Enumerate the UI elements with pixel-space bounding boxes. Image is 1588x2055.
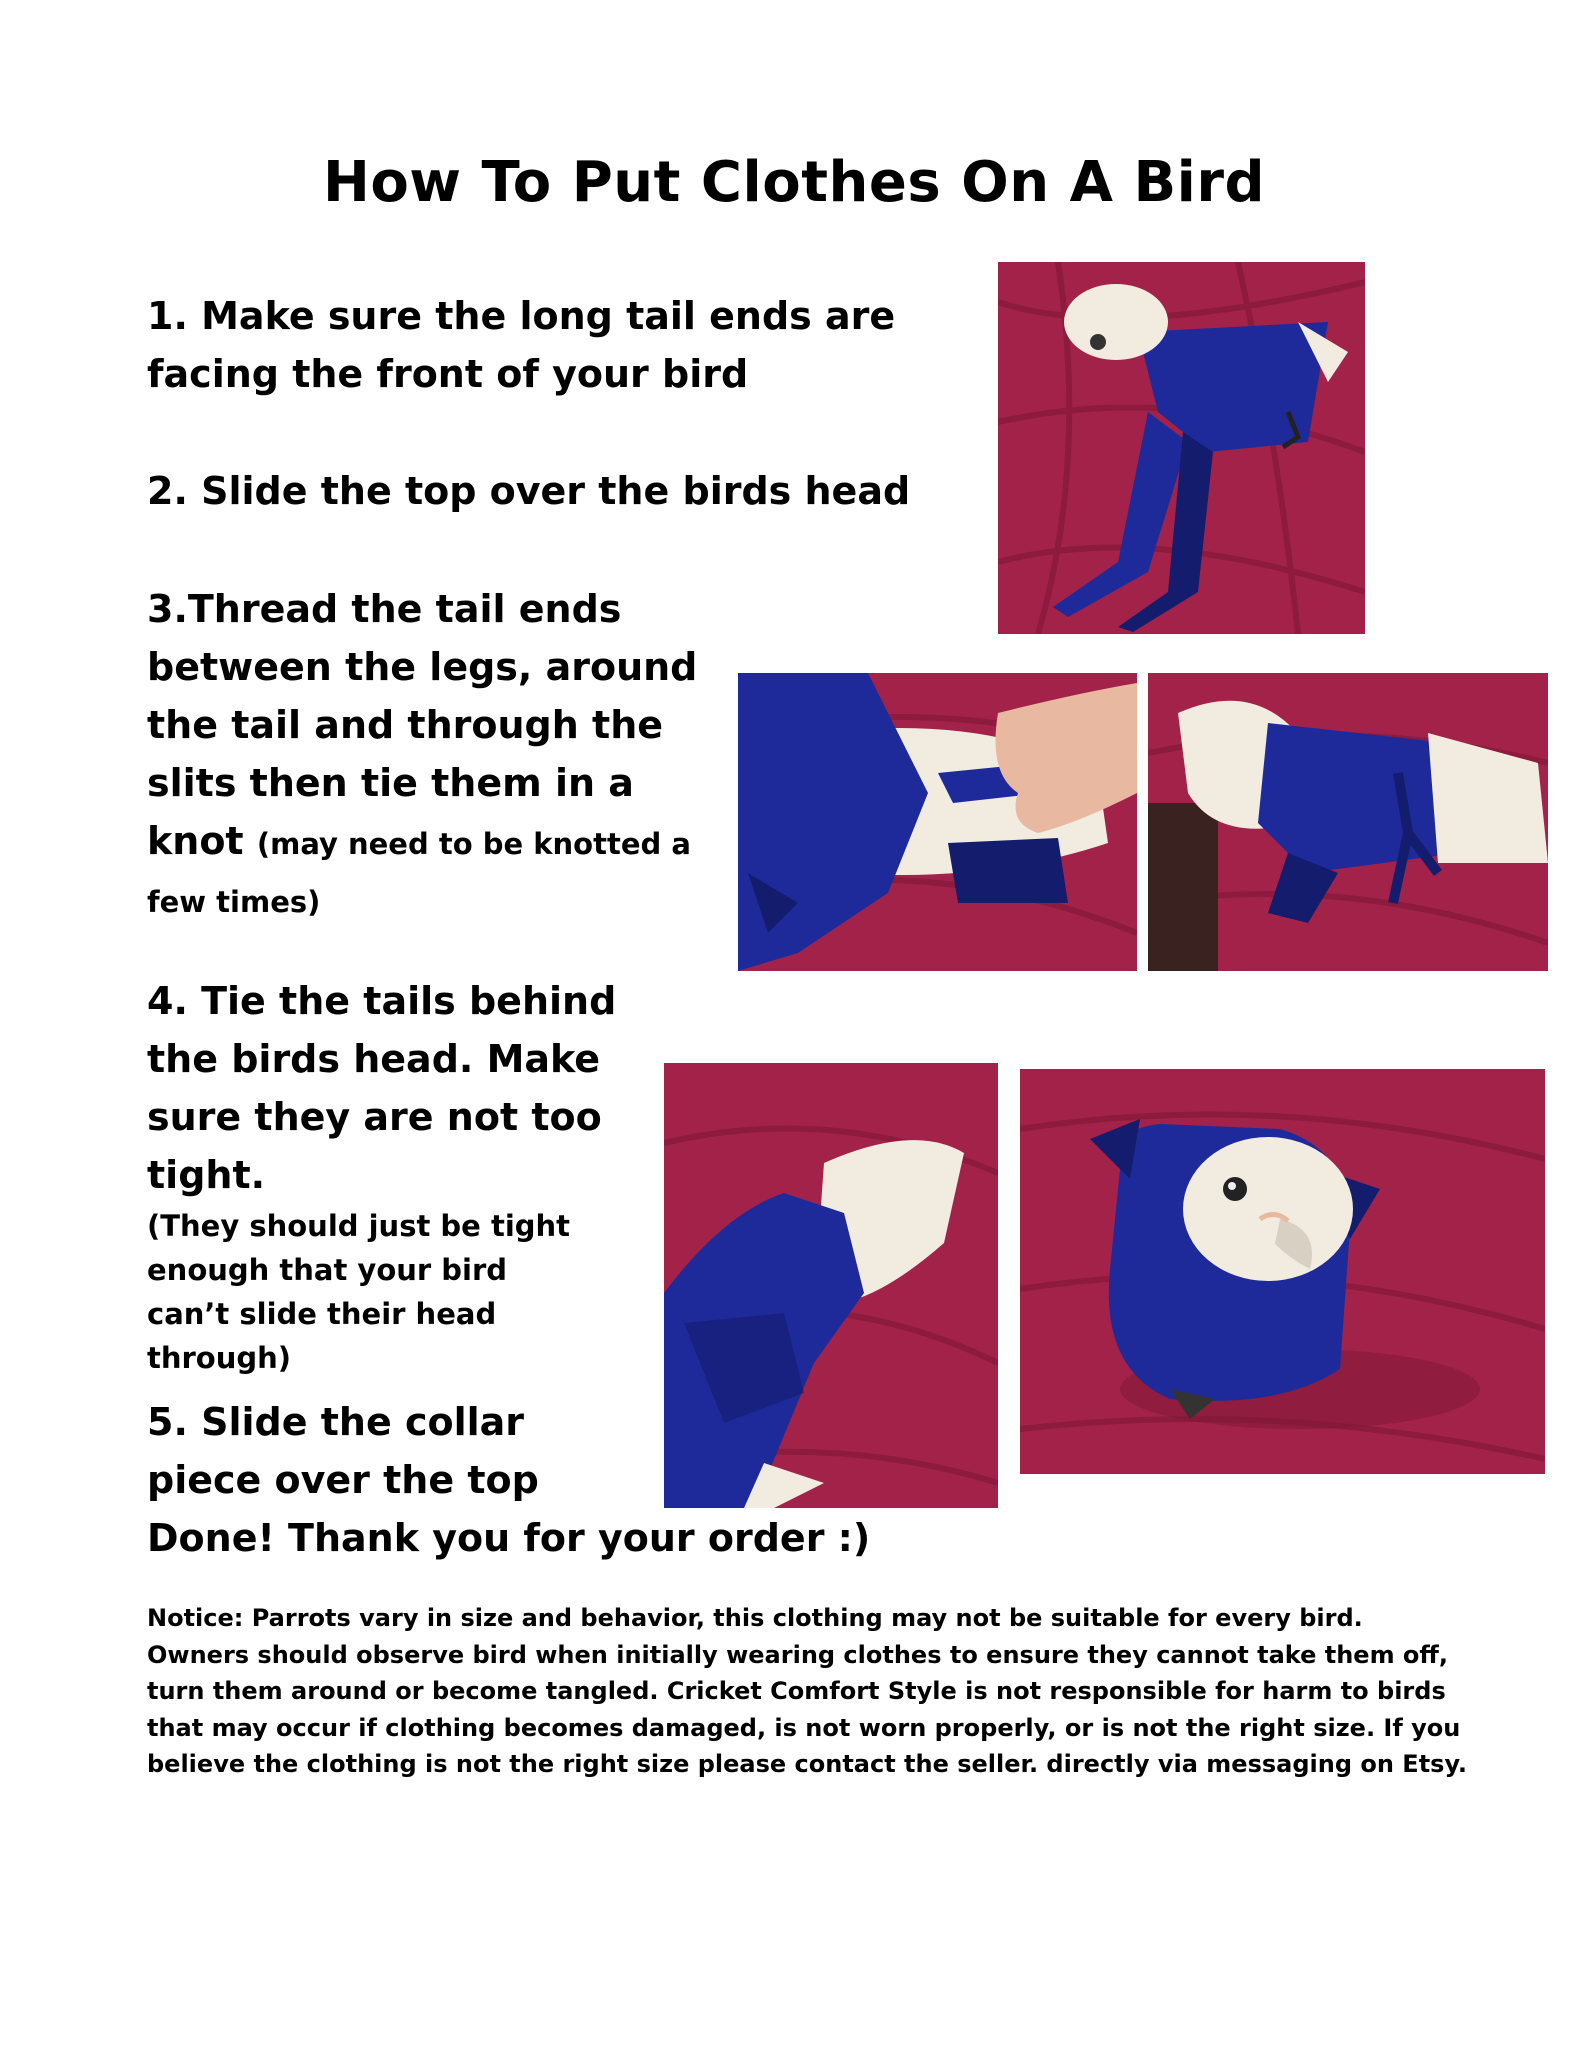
step-2-text: 2. Slide the top over the birds head: [147, 469, 911, 513]
done-message: Done! Thank you for your order :): [147, 1516, 871, 1560]
photo-tail-ends-knotted: [1148, 673, 1548, 971]
step-3-text: 3.Thread the tail ends between the legs, around the tail and through the slits then tie them in a knot: [147, 587, 698, 863]
photo-bird-tail-ends-front: [998, 262, 1365, 634]
step-4-note: (They should just be tight enough that your bird can’t slide their head through): [147, 1209, 571, 1375]
step-3: [147, 580, 737, 928]
photo-tails-tied-behind-head: [664, 1063, 998, 1508]
photo-threading-tail-ends: [738, 673, 1137, 971]
notice-text: Notice: Parrots vary in size and behavior, this clothing may not be suitable for every bird. Owners should observe bird when initially wearing clothes to ensure they cannot take them off, turn them around or become tangled. Cricket Comfort Style is not responsible for harm to birds that may occur if clothing becomes damaged, is not worn properly, or is not the right size. If you believe the clothing is not the right size please contact the seller. directly via messaging on Etsy.: [147, 1604, 1468, 1778]
photo-bird-wearing-collar: [1020, 1069, 1545, 1474]
step-5-text: 5. Slide the collar piece over the top: [147, 1400, 539, 1502]
step-4: [147, 972, 667, 1380]
step-4-text: 4. Tie the tails behind the birds head. Make sure they are not too tight.: [147, 979, 617, 1197]
step-1-text: 1. Make sure the long tail ends are facing the front of your bird: [147, 294, 896, 396]
page-title: How To Put Clothes On A Bird: [322, 150, 1266, 215]
step-3-note: (may need to be knotted a few times): [147, 827, 691, 919]
